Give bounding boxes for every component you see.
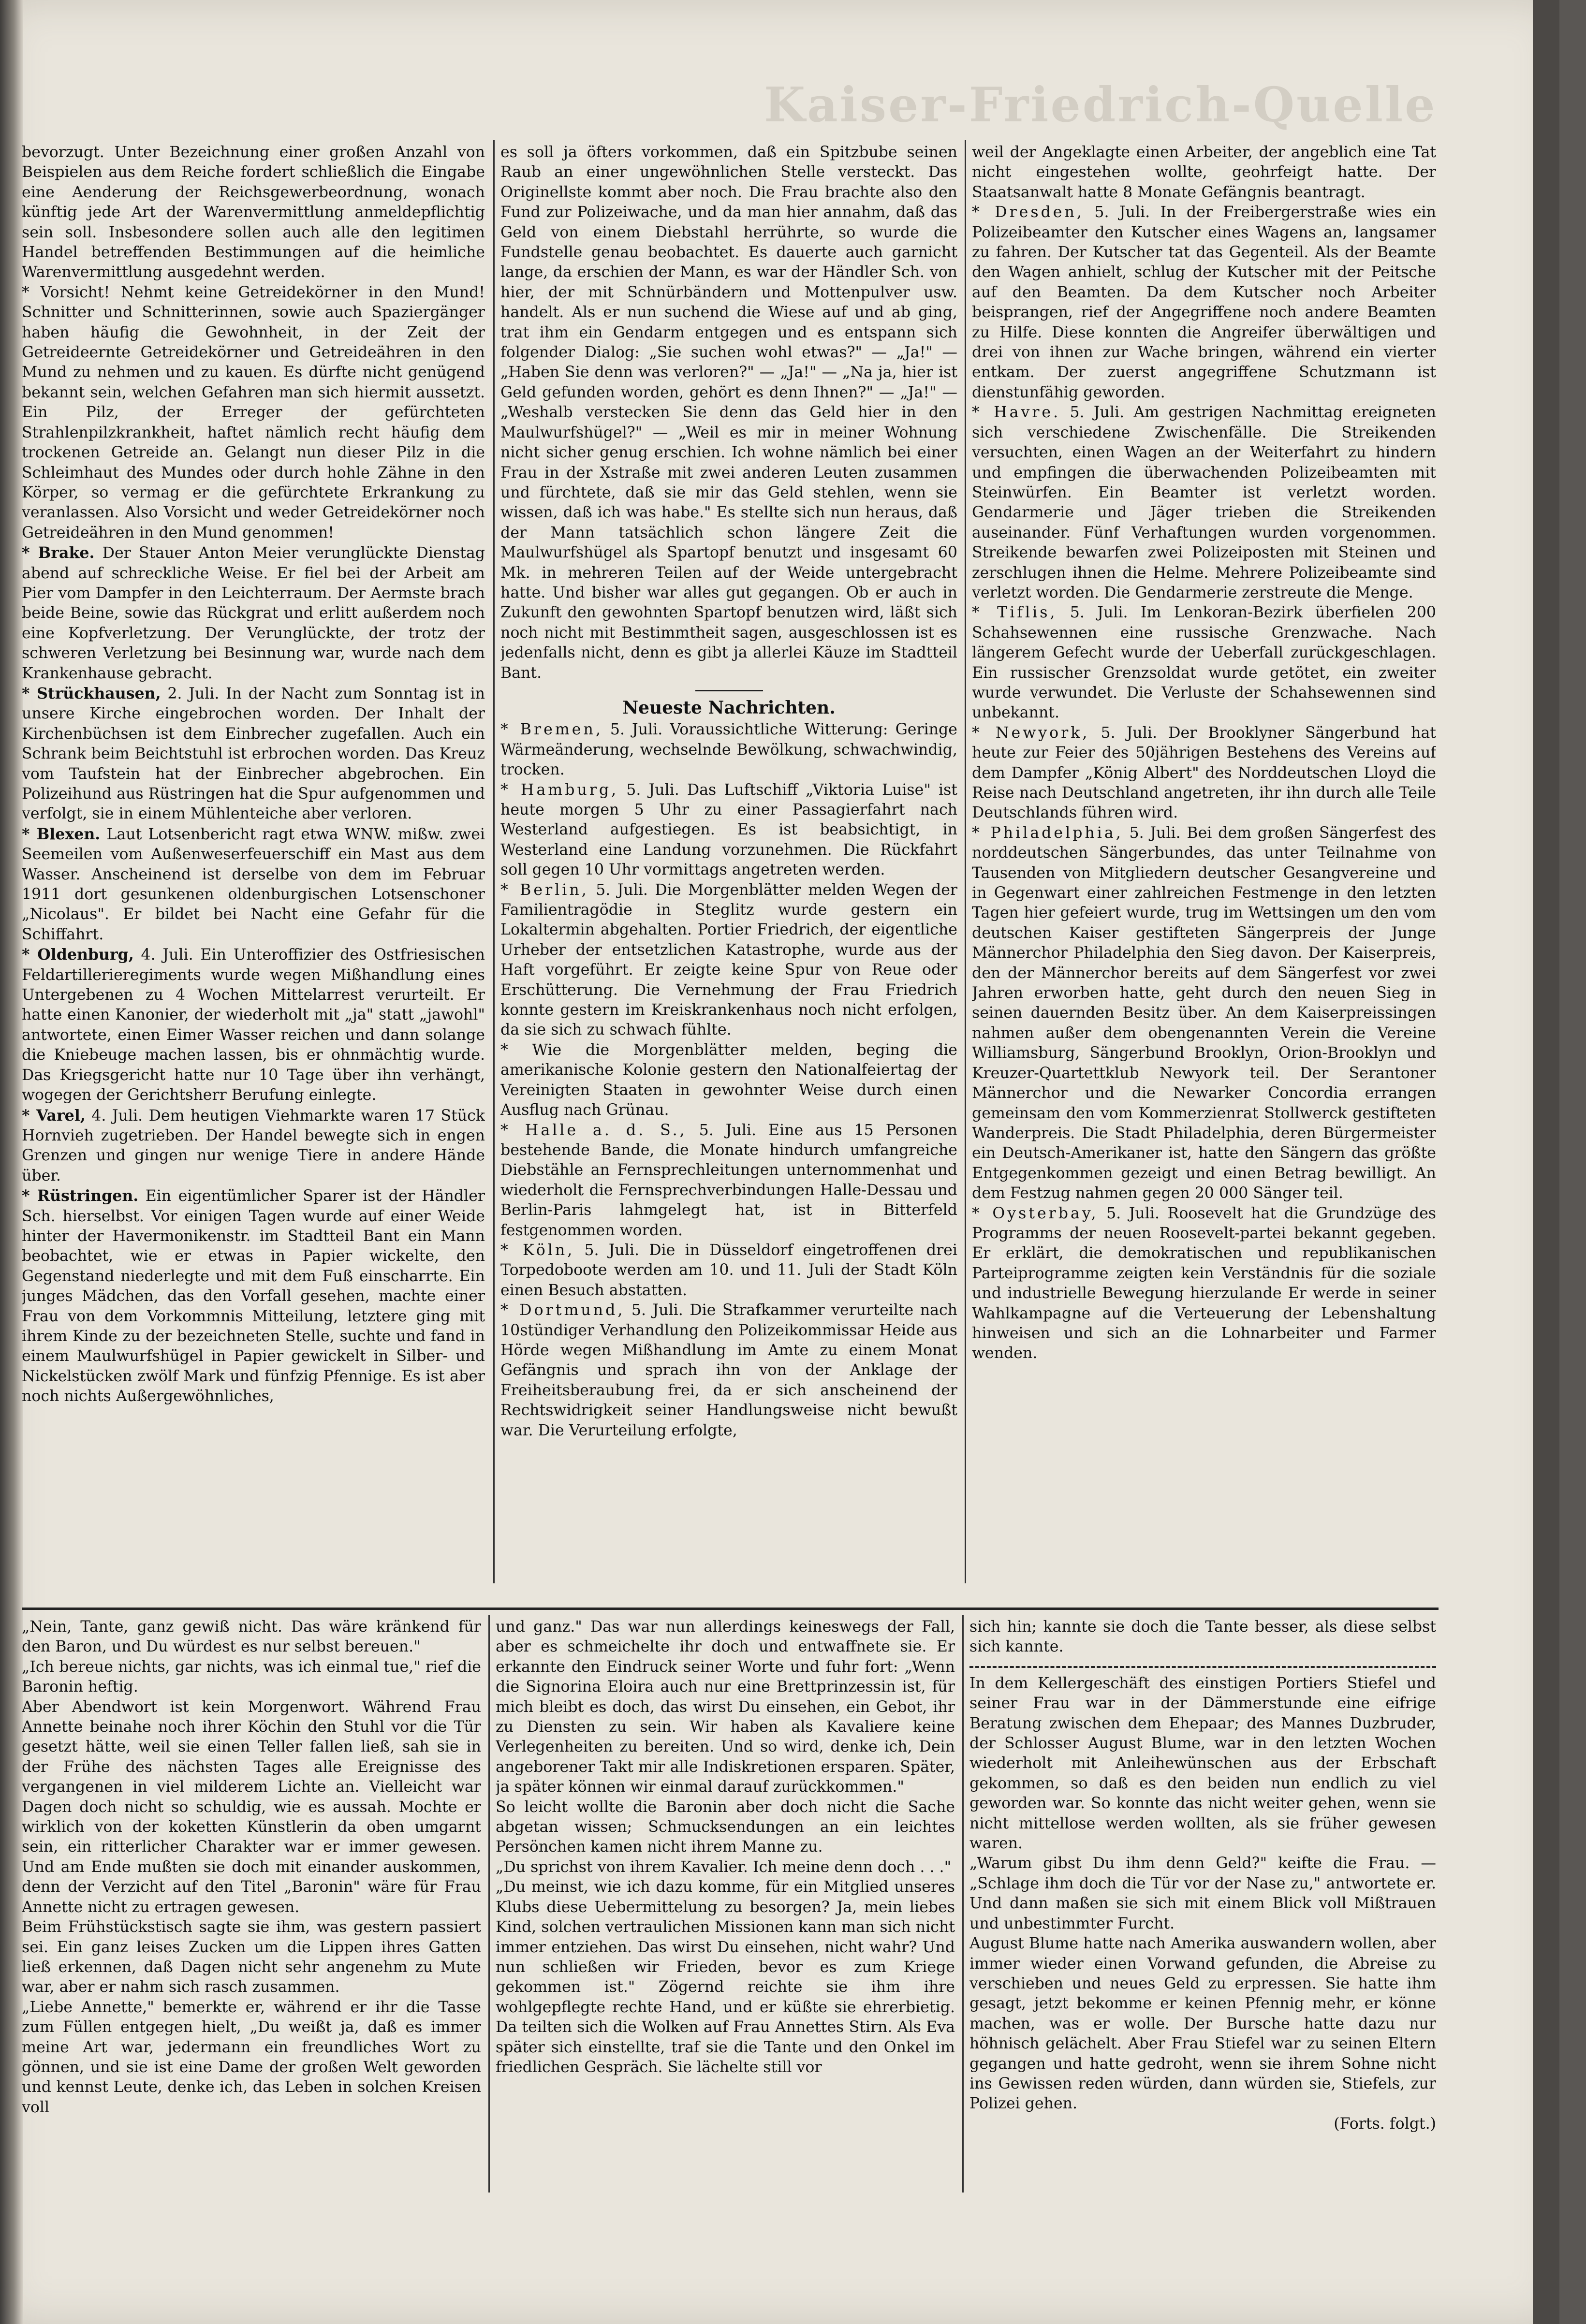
place-dortmund: * Dortmund, (500, 1301, 625, 1319)
article-vorsicht: * Vorsicht! Nehmt keine Getreidekörner in den Mund! Schnitter und Schnitterinnen, sowie auch Spaziergänger haben häufig die Gewohnheit, in der Zeit der Getreideernte Getreidekörner und Getreideähren in den Mund zu nehmen und zu kauen. Es dürfte nicht genügend bekannt sein, welchen Gefahren man sich hiermit aussetzt. Ein Pilz, der Erreger der gefürchteten Strahlenpilzkrankheit, haftet nämlich recht häufig dem trockenen Getreide an. Gelangt nun dieser Pilz in die Schleimhaut des Mundes oder durch hohle Zähne in den Körper, so vermag er die gefürchtete Erkrankung zu veranlassen. Also Vorsicht und weder Getreidekörner noch Getreideähren in den Mund genommen! (22, 283, 485, 541)
scene-break-rule (969, 1666, 1436, 1668)
text-blexen: Laut Lotsenbericht ragt etwa WNW. mißw. zwei Seemeilen vom Außenweserfeuerschiff ein Mast aus dem Wasser. Anscheinend ist derselbe von dem im Februar 1911 dort gesunkenen oldenburgischen Lotsenschoner „Nicolaus". Er bildet bei Nacht eine Gefahr für die Schiffahrt. (22, 825, 485, 943)
news-angeklagte: weil der Angeklagte einen Arbeiter, der angeblich eine Tat nicht eingestehen wollte, geohrfeigt hatte. Der Staatsanwalt hatte 8 Monate Gefängnis beantragt. (972, 144, 1436, 201)
news-dortmund (500, 1301, 957, 1441)
place-blexen: * Blexen. (22, 825, 101, 843)
news-newyork (972, 723, 1436, 823)
serial-2-p3: „Du sprichst von ihrem Kavalier. Ich meine denn doch . . ." (496, 1858, 952, 1876)
text-varel: 4. Juli. Dem heutigen Viehmarkte waren 17 Stück Hornvieh zugetrieben. Der Handel bewegte sich in engen Grenzen und gingen nur wenige Tiere in andere Hände über. (22, 1107, 485, 1184)
column-3 (972, 143, 1436, 1583)
text-ruestringen: Ein eigentümlicher Sparer ist der Händler Sch. hierselbst. Vor einigen Tagen wurde auf einer Weide hinter der Havermonikenstr. im Stadtteil Bant ein Mann beobachtet, wie er etwas in Papier wickelte, den Gegenstand niederlegte und mit dem Fuß einscharrte. Ein junges Mädchen, das den Vorfall gesehen, machte einer Frau von dem Vorkommnis Mitteilung, letztere ging mit ihrem Kinde zu der bezeichneten Stelle, suchte und fand in einem Maulwurfshügel in Papier gewickelt in Silber- und Nickelstücken zwölf Mark und fünfzig Pfennige. Es ist aber noch nichts Außergewöhnliches, (22, 1187, 485, 1405)
article-maulwurf-sparer: es soll ja öfters vorkommen, daß ein Spitzbube seinen Raub an einer ungewöhnlichen Stelle versteckt. Das Originellste kommt aber noch. Die Frau brachte also den Fund zur Polizeiwache, und da man hier annahm, daß das Geld von einem Diebstahl herrührte, so wurde die Fundstelle genau beobachtet. Es dauerte auch garnicht lange, da erschien der Mann, es war der Händler Sch. von hier, der mit Schnürbändern und Mottenpulver usw. handelt. Als er nun suchend die Wiese auf und ab ging, trat ihm ein Gendarm entgegen und es entspann sich folgender Dialog: „Sie suchen wohl etwas?" — „Ja!" — „Haben Sie denn was verloren?" — „Ja!" — „Na ja, hier ist Geld gefunden worden, gehört es denn Ihnen?" — „Ja!" — „Weshalb verstecken Sie denn das Geld hier in den Maulwurfshügel?" — „Weil es mir in meiner Wohnung nicht sicher genug erschien. Ich wohne nämlich bei einer Frau in der Xstraße mit zwei anderen Leuten zusammen und fürchtete, daß sie mir das Geld stehlen, wenn sie wissen, daß ich was habe." Es stellte sich nun heraus, daß der Mann tatsächlich schon längere Zeit die Maulwurfshügel als Spartopf benutzt und insgesamt 60 Mk. in mehreren Teilen auf der Weide untergebracht hatte. Und bisher war alles gut gegangen. Ob er auch in Zukunft den gewohnten Spartopf benutzen wird, läßt sich noch nicht mit Bestimmtheit sagen, ausgeschlossen ist es jedenfalls nicht, denn es gibt ja allerlei Käuze im Stadtteil Bant. (500, 144, 957, 682)
text-brake: Der Stauer Anton Meier verunglückte Dienstag abend auf schreckliche Weise. Er fiel bei der Arbeit am Pier vom Dampfer in den Leichterraum. Der Aermste brach beide Beine, sowie das Rückgrat und erlitt außerdem noch eine Kopfverletzung. Der Verunglückte, der trotz der schweren Verletzung bei Besinnung war, wurde nach dem Krankenhause gebracht. (22, 544, 485, 682)
serial-3-p4: August Blume hatte nach Amerika auswandern wollen, aber immer wieder einen Vorwand gefunden, die Abreise zu verschieben und neues Geld zu erpressen. Sie hatte ihm gesagt, jetzt bekomme er keinen Pfennig mehr, er könne machen, was er wolle. Der Bursche hatte dazu nur höhnisch gelächelt. Aber Frau Stiefel war zu seinen Eltern gegangen und hatte gedroht, wenn sie ihrem Sohne nicht ins Gewissen reden würden, dann würden sie, Stiefels, zur Polizei gehen. (969, 1935, 1436, 2113)
place-koeln: * Köln, (500, 1241, 575, 1259)
place-hamburg: * Hamburg, (500, 781, 619, 799)
article-ruestringen (22, 1186, 485, 1406)
show-through-header: Kaiser-Friedrich-Quelle (764, 77, 1437, 131)
article-blexen (22, 824, 485, 945)
binding-gutter (0, 0, 23, 2324)
serial-column-1 (22, 1617, 481, 2190)
article-varel (22, 1106, 485, 1186)
serial-1-p4: Beim Frühstückstisch sagte sie ihm, was gestern passiert sei. Ein ganz leises Zucken um die Lippen ihres Gatten ließ erkennen, daß Dagen nicht sehr angenehm zu Mute war, aber er nahm sich rasch zusammen. (22, 1918, 481, 1996)
text-philadelphia: 5. Juli. Bei dem großen Sängerfest des norddeutschen Sängerbundes, das unter Teilnahme von Tausenden von Mitgliedern deutscher Gesangvereine und in Gegenwart einer zahlreichen Festmenge in den letzten Tagen hier gefeiert wurde, trug im Wettsingen um den vom deutschen Kaiser gestifteten Sängerpreis der Junge Männerchor Philadelphia den Sieg davon. Der Kaiserpreis, den der Männerchor bereits auf dem Sängerfest vor zwei Jahren erworben hatte, geht durch den neuen Sieg in seinen dauernden Besitz über. An dem Kaiserpreissingen nahmen außer dem obengenannten Verein die Vereine Williamsburg, Sängerbund Brooklyn, Orion-Brooklyn und Kreuzer-Quartettklub Newyork teil. Der Serantoner Männerchor und die Newarker Concordia errangen gemeinsam den vom Kommerzienrat Stollwerck gestifteten Wanderpreis. Die Stadt Philadelphia, deren Bürgermeister ein Deutsch-Amerikaner ist, hatte den Sängern das größte Entgegenkommen gezeigt und einen Betrag bewilligt. An dem Festzug nahmen gegen 20 000 Sänger teil. (972, 824, 1436, 1202)
serial-1-p3: Aber Abendwort ist kein Morgenwort. Während Frau Annette beinahe noch ihrer Köchin den Stuhl vor die Tür gesetzt hätte, weil sie einen Teller fallen ließ, sah sie in der Frühe des nächsten Tages alle Ereignisse des vergangenen in viel milderem Lichte an. Vielleicht war Dagen doch nicht so schuldig, wie es aussah. Mochte er wirklich von der koketten Künstlerin da oben umgarnt sein, ein ritterlicher Charakter war er immer gewesen. Und am Ende mußten sie doch mit einander auskommen, denn der Verzicht auf den Titel „Baronin" wäre für Frau Annette nicht zu ertragen gewesen. (22, 1698, 481, 1916)
column-divider-1 (493, 140, 495, 1583)
text-koeln: 5. Juli. Die in Düsseldorf eingetroffenen drei Torpedoboote werden am 10. und 11. Juli der Stadt Köln einen Besuch abstatten. (500, 1241, 957, 1299)
news-bremen (500, 720, 957, 780)
text-tiflis: 5. Juli. Im Lenkoran-Bezirk überfielen 200 Schahsewennen eine russische Grenzwache. Nach längerem Gefecht wurde der Ueberfall zurückgeschlagen. Ein russischer Grenzsoldat wurde getötet, ein zweiter wurde verwundet. Die Verluste der Schahsewennen sind unbekannt. (972, 604, 1436, 722)
serial-1-p2: „Ich bereue nichts, gar nichts, was ich einmal tue," rief die Baronin heftig. (22, 1658, 481, 1696)
text-halle: 5. Juli. Eine aus 15 Personen bestehende Bande, die Monate hindurch umfangreiche Diebstähle an Fernsprechleitungen unternommenhat und wiederholt die Fernsprechverbindungen Halle-Dessau und Berlin-Paris lahmgelegt hat, ist in Bitterfeld festgenommen worden. (500, 1121, 957, 1239)
text-oysterbay: 5. Juli. Roosevelt hat die Grundzüge des Programms der neuen Roosevelt-partei bekannt gegeben. Er erklärt, die demokratischen und republikanischen Parteiprogramme zeigten kein Verständnis für die soziale und industrielle Bewegung hierzulande Er werde in seiner Wahlkampagne auf die Verteuerung der Lebenshaltung hinweisen und sich an die Lohnarbeiter und Farmer wenden. (972, 1204, 1436, 1362)
serial-3-p1: sich hin; kannte sie doch die Tante besser, als diese selbst sich kannte. (969, 1618, 1436, 1656)
article-warenvermittlung: bevorzugt. Unter Bezeichnung einer großen Anzahl von Beispielen aus dem Reiche fordert schließlich die Eingabe eine Aenderung der Reichsgewerbeordnung, wonach künftig jede Art der Warenvermittlung anmeldepflichtig sein soll. Insbesondere sollen auch alle den legitimen Handel betreffenden Bestimmungen auf die heimliche Warenvermittlung ausgedehnt werden. (22, 144, 485, 281)
article-strueckhausen (22, 684, 485, 824)
place-bremen: * Bremen, (500, 721, 603, 739)
text-newyork: 5. Juli. Der Brooklyner Sängerbund hat heute zur Feier des 50jährigen Bestehens des Vereins auf dem Dampfer „König Albert" des Norddeutschen Lloyd die Reise nach Deutschland angetreten, ihr ihn durch alle Teile Deutschlands führen wird. (972, 724, 1436, 822)
place-oldenburg: * Oldenburg, (22, 946, 134, 964)
place-oysterbay: * Oysterbay, (972, 1204, 1099, 1222)
serial-3-p2: In dem Kellergeschäft des einstigen Portiers Stiefel und seiner Frau war in der Dämmerstunde eine eifrige Beratung zwischen dem Ehepaar; des Mannes Duzbruder, der Schlosser August Blume, war in den letzten Wochen wiederholt mit Anleihewünschen aus der Erbschaft gekommen, so daß es den beiden nun endlich zu viel geworden war. So konnte das nicht weiter gehen, wenn sie nicht mittellose werden wollten, als sie früher gewesen waren. (969, 1674, 1436, 1853)
text-strueckhausen: 2. Juli. In der Nacht zum Sonntag ist in unsere Kirche eingebrochen worden. Der Inhalt der Kirchenbüchsen ist dem Einbrecher zugefallen. Auch ein Schrank beim Beichtstuhl ist erbrochen worden. Das Kreuz vom Taufstein hat der Einbrecher abgebrochen. Ein Polizeihund aus Rüstringen hat die Spur aufgenommen und verfolgt, sie in einem Mühlenteiche aber verloren. (22, 685, 485, 823)
serial-column-2 (496, 1617, 955, 2190)
column-2 (500, 143, 957, 1583)
place-halle: * Halle a. d. S., (500, 1121, 687, 1139)
place-strueckhausen: * Strückhausen, (22, 684, 161, 702)
place-dresden: * Dresden, (972, 204, 1084, 221)
place-brake: * Brake. (22, 544, 95, 562)
news-tiflis (972, 603, 1436, 723)
article-oldenburg (22, 945, 485, 1105)
text-oldenburg: 4. Juli. Ein Unteroffizier des Ostfriesischen Feldartillerieregiments wurde wegen Mißhandlung eines Untergebenen zu 4 Wochen Mittelarrest verurteilt. Er hatte einen Kanonier, der wiederholt mit „ja" statt „jawohl" antwortete, einen Eimer Wasser reichen und dann solange die Kniebeuge machen lassen, bis er ohnmächtig wurde. Das Kriegsgericht hatte nur 10 Tage über ihn verhängt, wogegen der Gerichtsherr Berufung einlegte. (22, 946, 485, 1104)
serial-2-p1: und ganz." Das war nun allerdings keineswegs der Fall, aber es schmeichelte ihr doch und entwaffnete sie. Er erkannte den Eindruck seiner Worte und fuhr fort: „Wenn die Signorina Eloira auch nur eine Brettprinzessin ist, für mich bleibt es doch, das wirst Du einsehen, ein Gebot, ihr zu Diensten zu sein. Wir haben als Kavaliere keine Verlegenheiten zu bereiten. Und so wird, denke ich, Dein angeborener Takt mir alle Indiskretionen ersparen. Später, ja später können wir einmal darauf zurückkommen." (496, 1618, 955, 1796)
section-separator (695, 690, 763, 691)
serial-2-p4: „Du meinst, wie ich dazu komme, für ein Mitglied unseres Klubs diese Uebermittelung zu besorgen? Ja, mein liebes Kind, solchen vertraulichen Missionen kann man sich nicht immer entziehen. Das wirst Du einsehen, nicht wahr? Und nun schließen wir Frieden, bevor es zum Kriege gekommen ist." Zögernd reichte sie ihm ihre wohlgepflegte rechte Hand, und er küßte sie ehrerbietig. Da teilten sich die Wolken auf Frau Annettes Stirn. Als Eva später sich einstellte, traf sie die Tante und den Onkel im friedlichen Gespräch. Sie lächelte still vor (496, 1878, 955, 2076)
news-havre (972, 403, 1436, 603)
text-bremen: 5. Juli. Voraussichtliche Witterung: Geringe Wärmeänderung, wechselnde Bewölkung, schwachwindig, trocken. (500, 721, 957, 779)
serial-1-p5: „Liebe Annette," bemerkte er, während er ihr die Tasse zum Füllen entgegen hielt, „Du weißt ja, daß es immer meine Art war, jedermann ein freundliches Wort zu gönnen, und sie ist eine Dame der großen Welt geworden und kennst Leute, denke ich, das Leben in solchen Kreisen voll (22, 1998, 481, 2116)
section-title-neueste: Neueste Nachrichten. (622, 697, 836, 718)
serial-2-p2: So leicht wollte die Baronin aber doch nicht die Sache abgetan wissen; Schmucksendungen an ein leichtes Persönchen kamen nicht ihrem Manne zu. (496, 1798, 955, 1856)
text-havre: 5. Juli. Am gestrigen Nachmittag ereigneten sich verschiedene Zwischenfälle. Die Streikenden versuchten, einen Wagen an der Weiterfahrt zu hindern und empfingen die überwachenden Polizeibeamten mit Steinwürfen. Ein Beamter ist verletzt worden. Gendarmerie und Jäger trieben die Streikenden auseinander. Fünf Verhaftungen wurden vorgenommen. Streikende bewarfen zwei Polizeiposten mit Steinen und zerschlugen ihnen die Helme. Mehrere Polizeibeamte sind verletzt worden. Die Gendarmerie zerstreute die Menge. (972, 404, 1436, 601)
news-hamburg (500, 780, 957, 880)
place-newyork: * Newyork, (972, 724, 1090, 742)
place-ruestringen: * Rüstringen. (22, 1187, 139, 1205)
news-halle (500, 1121, 957, 1241)
news-berlin (500, 880, 957, 1040)
news-dresden (972, 203, 1436, 403)
place-philadelphia: * Philadelphia, (972, 824, 1123, 842)
text-dresden: 5. Juli. In der Freibergerstraße wies ein Polizeibeamter den Kutscher eines Wagens an, langsamer zu fahren. Der Kutscher tat das Gegenteil. Als der Beamte den Wagen anhielt, schlug der Kutscher mit der Peitsche auf den Beamten. Da dem Kutscher noch Arbeiter beisprangen, rief der Angegriffene noch andere Beamten zu Hilfe. Diese konnten die Angreifer überwältigen und drei von ihnen zur Wache bringen, während ein vierter entkam. Der zuerst angegriffene Schutzmann ist dienstunfähig geworden. (972, 204, 1436, 401)
serial-divider-2 (962, 1615, 964, 2192)
column-divider-2 (965, 140, 966, 1583)
feuilleton-divider (22, 1608, 1439, 1610)
page-edge (1533, 0, 1559, 2324)
news-oysterbay (972, 1204, 1436, 1364)
serial-1-p1: „Nein, Tante, ganz gewiß nicht. Das wäre kränkend für den Baron, und Du würdest es nur selbst bereuen." (22, 1618, 481, 1656)
place-havre: * Havre. (972, 404, 1061, 422)
place-tiflis: * Tiflis, (972, 604, 1057, 622)
column-1 (22, 143, 485, 1583)
text-dortmund: 5. Juli. Die Strafkammer verurteilte nach 10stündiger Verhandlung den Polizeikommissar Heide aus Hörde wegen Mißhandlung im Amte zu einem Monat Gefängnis und sprach ihn von der Anklage der Freiheitsberaubung frei, da er sich anscheinend der Rechtswidrigkeit seiner Handlungsweise nicht bewußt war. Die Verurteilung erfolgte, (500, 1301, 957, 1439)
continuation-note: (Forts. folgt.) (1334, 2115, 1436, 2133)
text-hamburg: 5. Juli. Das Luftschiff „Viktoria Luise" ist heute morgen 5 Uhr zu einer Passagierfahrt nach Westerland aufgestiegen. Es ist beabsichtigt, in Westerland eine Landung vorzunehmen. Die Rückfahrt soll gegen 10 Uhr vormittags angetreten werden. (500, 781, 957, 879)
serial-3-p3: „Warum gibst Du ihm denn Geld?" keifte die Frau. — „Schlage ihm doch die Tür vor der Nase zu," antwortete er. Und dann maßen sie sich mit einem Blick voll Mißtrauen und unbestimmter Furcht. (969, 1855, 1436, 1932)
serial-column-3 (969, 1617, 1436, 2190)
serial-divider-1 (488, 1615, 490, 2192)
place-varel: * Varel, (22, 1106, 86, 1125)
text-berlin: 5. Juli. Die Morgenblätter melden Wegen der Familientragödie in Steglitz wurde gestern ein Lokaltermin abgehalten. Portier Friedrich, der eigentliche Urheber der entsetzlichen Katastrophe, wurde aus der Haft vorgeführt. Er zeigte keine Spur von Reue oder Erschütterung. Die Vernehmung der Frau Friedrich konnte gestern im Kreiskrankenhaus noch nicht erfolgen, da sie sich zu schwach fühlte. (500, 881, 957, 1039)
place-berlin: * Berlin, (500, 881, 589, 899)
article-brake (22, 543, 485, 684)
news-koeln (500, 1241, 957, 1301)
news-morgenblaetter: * Wie die Morgenblätter melden, beging die amerikanische Kolonie gestern den Nationalfeiertag der Vereinigten Staaten in gewohnter Weise durch einen Ausflug nach Grünau. (500, 1041, 957, 1119)
news-philadelphia (972, 823, 1436, 1204)
